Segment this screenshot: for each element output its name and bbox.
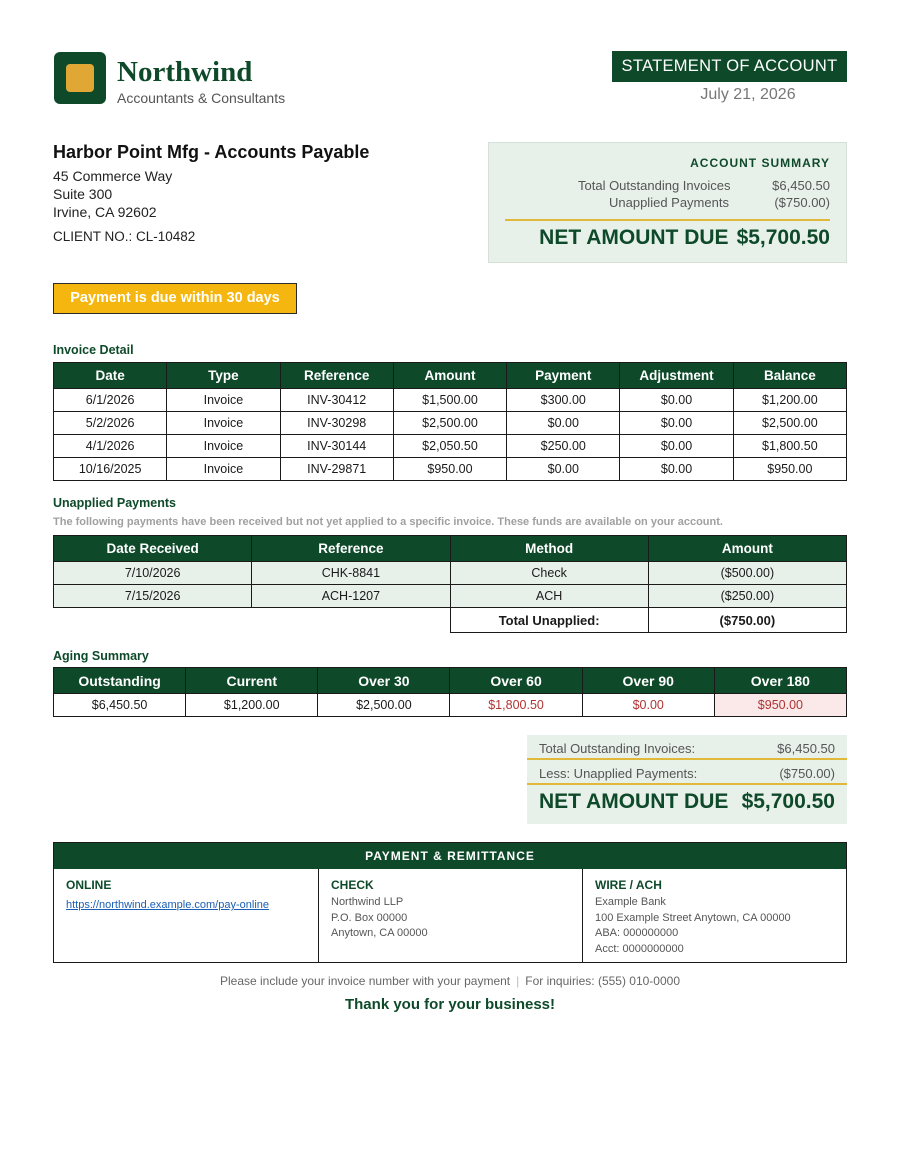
unapplied-payments-table — [53, 535, 847, 633]
footer-inquiries: For inquiries: (555) 010-0000 — [525, 974, 681, 988]
col-reference: Reference — [252, 536, 450, 562]
totals-less-row — [539, 766, 835, 781]
totals-less-value: ($750.00) — [779, 766, 835, 781]
col-current: Current — [186, 668, 318, 694]
wire-line: Example Bank — [595, 896, 666, 908]
col-amount: Amount — [648, 536, 846, 562]
wire-line: Acct: 0000000000 — [595, 942, 684, 955]
cell-payment: $0.00 — [507, 458, 620, 481]
statement-date: July 21, 2026 — [700, 86, 796, 103]
wire-heading: WIRE / ACH — [595, 878, 662, 892]
col-over-90: Over 90 — [582, 668, 714, 694]
check-line: Anytown, CA 00000 — [331, 927, 428, 939]
totals-outstanding-row — [539, 741, 835, 756]
totals-box — [527, 735, 847, 824]
wire-line: 100 Example Street Anytown, CA 00000 — [595, 911, 791, 924]
payment-remittance-box — [53, 842, 847, 963]
thank-you-message: Thank you for your business! — [344, 996, 556, 1013]
summary-outstanding-value: $6,450.50 — [772, 178, 830, 193]
remit-online — [54, 869, 318, 962]
cell-date: 5/2/2026 — [54, 412, 167, 435]
footer-invoice-note: Please include your invoice number with your payment — [219, 974, 511, 988]
invoice-detail-title: Invoice Detail — [53, 343, 134, 357]
cell-balance: $1,200.00 — [733, 389, 846, 412]
cell-date: 6/1/2026 — [54, 389, 167, 412]
cell-over-30: $2,500.00 — [318, 694, 450, 717]
cell-current: $1,200.00 — [186, 694, 318, 717]
cell-date: 4/1/2026 — [54, 435, 167, 458]
cell-over-90: $0.00 — [582, 694, 714, 717]
totals-divider — [527, 783, 847, 785]
total-unapplied-label: Total Unapplied: — [450, 608, 648, 633]
cell-type: Invoice — [167, 389, 280, 412]
col-type: Type — [167, 363, 280, 389]
total-unapplied-value: ($750.00) — [648, 608, 846, 633]
col-over-30: Over 30 — [318, 668, 450, 694]
cell-payment: $300.00 — [507, 389, 620, 412]
cell-date-received: 7/10/2026 — [54, 562, 252, 585]
table-row — [54, 562, 847, 585]
statement-title: STATEMENT OF ACCOUNT — [612, 51, 847, 82]
cell-amount: ($500.00) — [648, 562, 846, 585]
summary-unapplied-label: Unapplied Payments — [609, 195, 729, 210]
col-over-180: Over 180 — [714, 668, 846, 694]
unapplied-header-row — [54, 536, 847, 562]
table-row — [54, 585, 847, 608]
company-tagline: Accountants & Consultants — [117, 90, 286, 106]
logo-mark — [66, 64, 94, 92]
invoice-detail-table — [53, 362, 847, 481]
cell-payment: $250.00 — [507, 435, 620, 458]
cell-balance: $2,500.00 — [733, 412, 846, 435]
col-payment: Payment — [507, 363, 620, 389]
cell-amount: $1,500.00 — [393, 389, 506, 412]
remit-check — [318, 869, 582, 962]
payment-due-badge: Payment is due within 30 days — [53, 283, 297, 314]
cell-amount: ($250.00) — [648, 585, 846, 608]
col-date-received: Date Received — [54, 536, 252, 562]
totals-less-label: Less: Unapplied Payments: — [539, 766, 698, 781]
remit-wire — [582, 869, 845, 962]
totals-divider — [527, 758, 847, 760]
unapplied-total-row — [54, 608, 847, 633]
summary-net-amount — [531, 226, 830, 250]
cell-amount: $950.00 — [393, 458, 506, 481]
cell-adjustment: $0.00 — [620, 458, 733, 481]
col-adjustment: Adjustment — [620, 363, 733, 389]
cell-outstanding: $6,450.50 — [54, 694, 186, 717]
col-over-60: Over 60 — [450, 668, 582, 694]
table-row — [54, 458, 847, 481]
cell-amount: $2,050.50 — [393, 435, 506, 458]
col-method: Method — [450, 536, 648, 562]
check-line: P.O. Box 00000 — [331, 911, 408, 924]
table-row — [54, 435, 847, 458]
remittance-title: PAYMENT & REMITTANCE — [54, 843, 846, 869]
account-summary-title: ACCOUNT SUMMARY — [690, 156, 830, 170]
cell-reference: INV-30144 — [280, 435, 393, 458]
col-outstanding: Outstanding — [54, 668, 186, 694]
client-address-2: Suite 300 — [53, 186, 113, 202]
cell-type: Invoice — [167, 458, 280, 481]
aging-header-row — [54, 668, 847, 694]
cell-over-60: $1,800.50 — [450, 694, 582, 717]
cell-reference: CHK-8841 — [252, 562, 450, 585]
cell-payment: $0.00 — [507, 412, 620, 435]
col-amount: Amount — [393, 363, 506, 389]
col-date: Date — [54, 363, 167, 389]
wire-line: ABA: 000000000 — [595, 927, 679, 939]
client-city-line: Irvine, CA 92602 — [53, 204, 157, 220]
company-name: Northwind — [117, 56, 253, 88]
summary-divider — [505, 219, 830, 221]
cell-type: Invoice — [167, 435, 280, 458]
account-summary-box — [488, 142, 847, 263]
company-logo — [54, 52, 106, 104]
summary-unapplied-value: ($750.00) — [774, 195, 830, 210]
check-line: Northwind LLP — [331, 896, 404, 908]
summary-net-value: $5,700.50 — [736, 226, 830, 249]
cell-method: Check — [450, 562, 648, 585]
table-row — [54, 694, 847, 717]
footer-separator: | — [516, 974, 520, 988]
client-number: CLIENT NO.: CL-10482 — [53, 229, 196, 244]
col-reference: Reference — [280, 363, 393, 389]
aging-summary-table — [53, 667, 847, 717]
cell-date: 10/16/2025 — [54, 458, 167, 481]
unapplied-payments-title: Unapplied Payments — [53, 496, 176, 510]
col-balance: Balance — [733, 363, 846, 389]
cell-adjustment: $0.00 — [620, 412, 733, 435]
cell-reference: INV-30298 — [280, 412, 393, 435]
aging-summary-title: Aging Summary — [53, 649, 149, 663]
online-heading: ONLINE — [66, 878, 112, 892]
blank-cell — [252, 608, 450, 633]
client-address-1: 45 Commerce Way — [53, 168, 173, 184]
cell-adjustment: $0.00 — [620, 389, 733, 412]
cell-adjustment: $0.00 — [620, 435, 733, 458]
cell-method: ACH — [450, 585, 648, 608]
summary-outstanding-label: Total Outstanding Invoices — [578, 178, 731, 193]
table-row — [54, 389, 847, 412]
invoice-header-row — [54, 363, 847, 389]
totals-outstanding-label: Total Outstanding Invoices: — [539, 741, 696, 756]
cell-balance: $950.00 — [733, 458, 846, 481]
totals-net-value: $5,700.50 — [741, 790, 835, 813]
cell-reference: ACH-1207 — [252, 585, 450, 608]
totals-net-label: NET AMOUNT DUE — [539, 790, 729, 813]
table-row — [54, 412, 847, 435]
pay-online-link[interactable]: https://northwind.example.com/pay-online — [66, 899, 269, 911]
cell-amount: $2,500.00 — [393, 412, 506, 435]
cell-reference: INV-29871 — [280, 458, 393, 481]
footer-note — [0, 974, 900, 988]
totals-net-row — [539, 790, 835, 814]
check-heading: CHECK — [331, 878, 374, 892]
client-name: Harbor Point Mfg - Accounts Payable — [53, 142, 370, 162]
cell-date-received: 7/15/2026 — [54, 585, 252, 608]
cell-over-180: $950.00 — [714, 694, 846, 717]
cell-reference: INV-30412 — [280, 389, 393, 412]
cell-balance: $1,800.50 — [733, 435, 846, 458]
unapplied-payments-note: The following payments have been received but not yet applied to a specific invoice. These funds are available on your account. — [53, 516, 723, 528]
cell-type: Invoice — [167, 412, 280, 435]
blank-cell — [54, 608, 252, 633]
totals-outstanding-value: $6,450.50 — [777, 741, 835, 756]
summary-net-label: NET AMOUNT DUE — [539, 226, 729, 249]
